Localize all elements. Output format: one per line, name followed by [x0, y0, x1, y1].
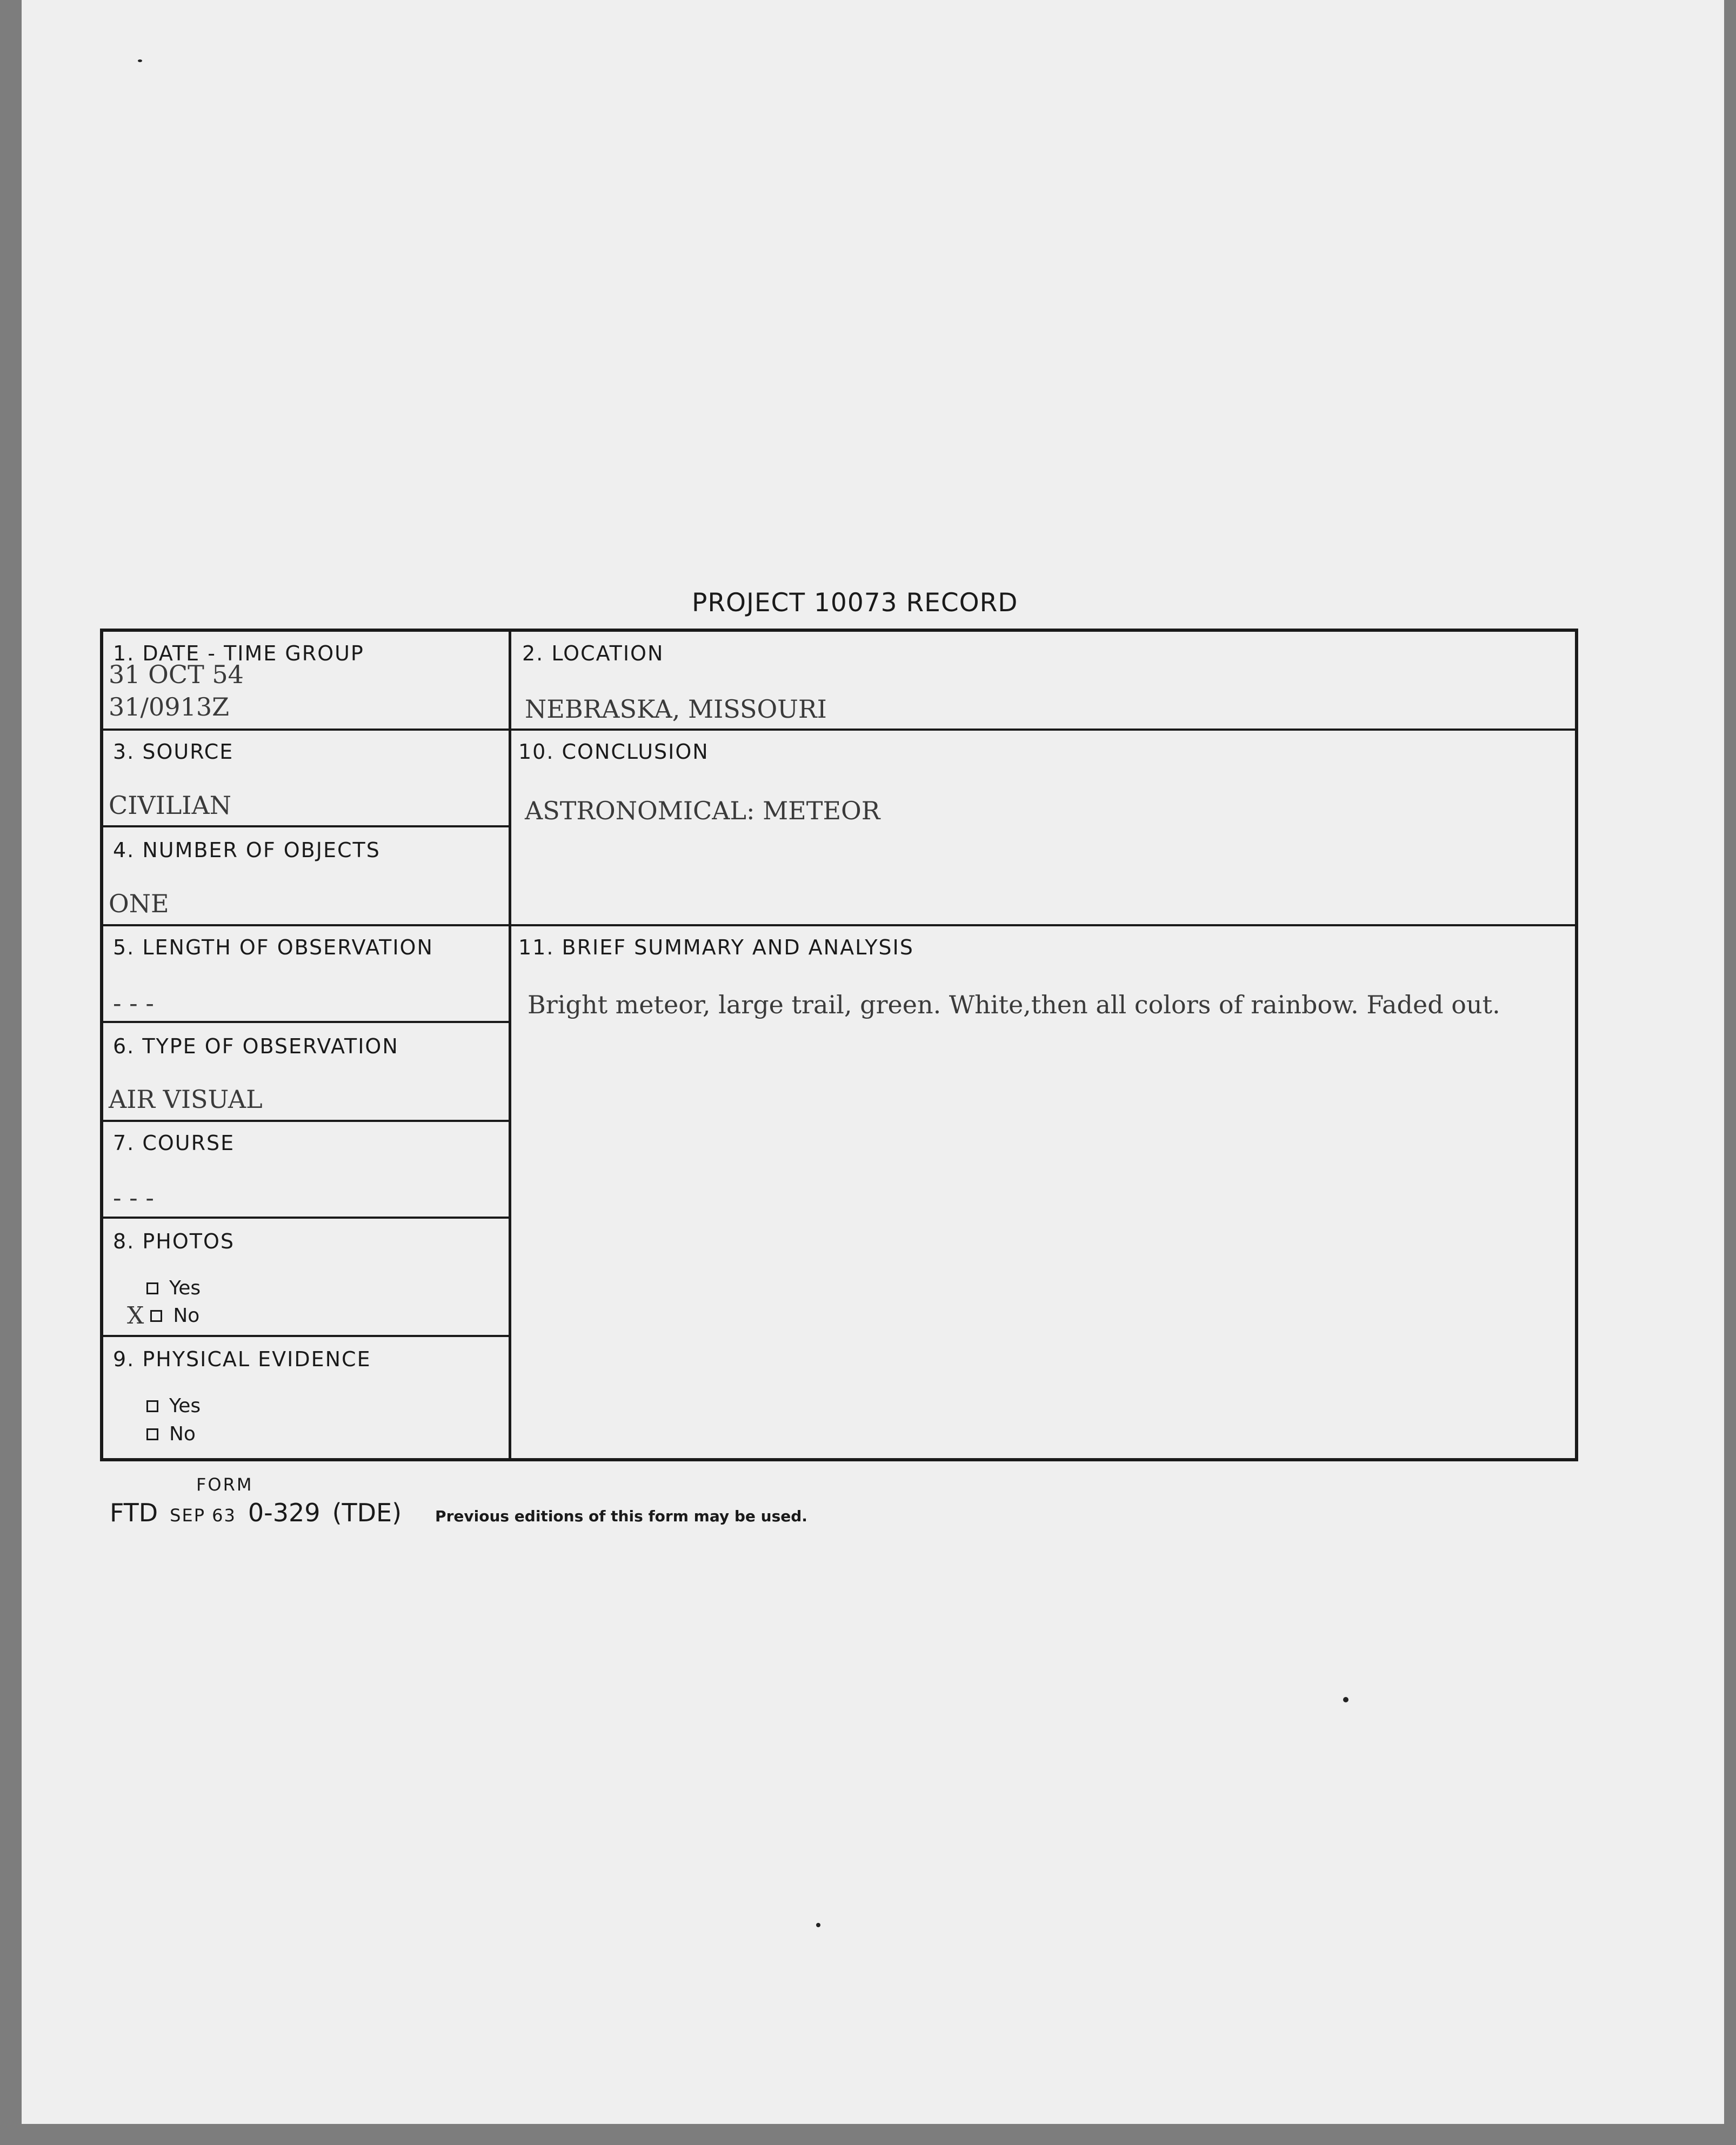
photos-label: 8. PHOTOS [113, 1229, 235, 1253]
location-label: 2. LOCATION [522, 642, 664, 665]
source-value: CIVILIAN [109, 791, 231, 820]
footer-form-number: 0-329 [248, 1498, 321, 1527]
footer-form-word: FORM [196, 1474, 253, 1495]
number-of-objects-value: ONE [109, 889, 169, 918]
row-divider [103, 1021, 509, 1023]
speck [138, 59, 142, 62]
photos-no-option[interactable] [127, 1302, 199, 1329]
checkbox-icon[interactable] [150, 1310, 162, 1322]
checkbox-icon[interactable] [146, 1428, 158, 1440]
photos-yes-label: Yes [169, 1277, 201, 1299]
type-of-observation-label: 6. TYPE OF OBSERVATION [113, 1034, 399, 1058]
footer-form-id [110, 1498, 807, 1527]
record-form [100, 629, 1578, 1461]
physical-evidence-no-label: No [169, 1423, 196, 1445]
conclusion-value: ASTRONOMICAL: METEOR [525, 796, 880, 825]
summary-label: 11. BRIEF SUMMARY AND ANALYSIS [518, 935, 914, 959]
summary-value: Bright meteor, large trail, green. White,then all colors of rainbow. Faded out. [528, 990, 1500, 1019]
photos-yes-option[interactable] [146, 1277, 201, 1299]
photos-no-label: No [173, 1305, 200, 1327]
length-of-observation-label: 5. LENGTH OF OBSERVATION [113, 935, 433, 959]
footer-ftd: FTD [110, 1498, 158, 1527]
row-divider [103, 924, 1575, 926]
checkbox-icon[interactable] [146, 1400, 158, 1412]
document-page [22, 0, 1724, 2124]
row-divider [103, 1120, 509, 1122]
location-value: NEBRASKA, MISSOURI [525, 694, 827, 724]
row-divider [103, 825, 509, 827]
footer-date: SEP 63 [170, 1505, 236, 1526]
number-of-objects-label: 4. NUMBER OF OBJECTS [113, 838, 380, 862]
source-label: 3. SOURCE [113, 740, 234, 764]
speck [816, 1923, 820, 1927]
length-of-observation-value: - - - [113, 988, 154, 1018]
speck [1343, 1697, 1348, 1702]
document-title: PROJECT 10073 RECORD [692, 588, 1018, 618]
type-of-observation-value: AIR VISUAL [109, 1085, 263, 1114]
course-label: 7. COURSE [113, 1131, 235, 1155]
conclusion-label: 10. CONCLUSION [518, 740, 709, 764]
row-divider [103, 1217, 509, 1219]
physical-evidence-label: 9. PHYSICAL EVIDENCE [113, 1347, 371, 1371]
checkbox-icon[interactable] [146, 1282, 158, 1294]
course-value: - - - [113, 1183, 154, 1212]
physical-evidence-yes-option[interactable] [146, 1395, 201, 1417]
physical-evidence-no-option[interactable] [146, 1423, 196, 1445]
date-value: 31 OCT 54 [109, 660, 244, 689]
footer-note: Previous editions of this form may be used. [435, 1507, 807, 1525]
physical-evidence-yes-label: Yes [169, 1395, 201, 1417]
row-divider [103, 729, 1575, 731]
x-mark: X [127, 1302, 144, 1329]
row-divider [103, 1335, 509, 1337]
column-divider [509, 632, 511, 1458]
time-value: 31/0913Z [109, 692, 230, 721]
footer-org: (TDE) [332, 1498, 402, 1527]
date-time-group-label: 1. DATE - TIME GROUP [113, 642, 364, 665]
